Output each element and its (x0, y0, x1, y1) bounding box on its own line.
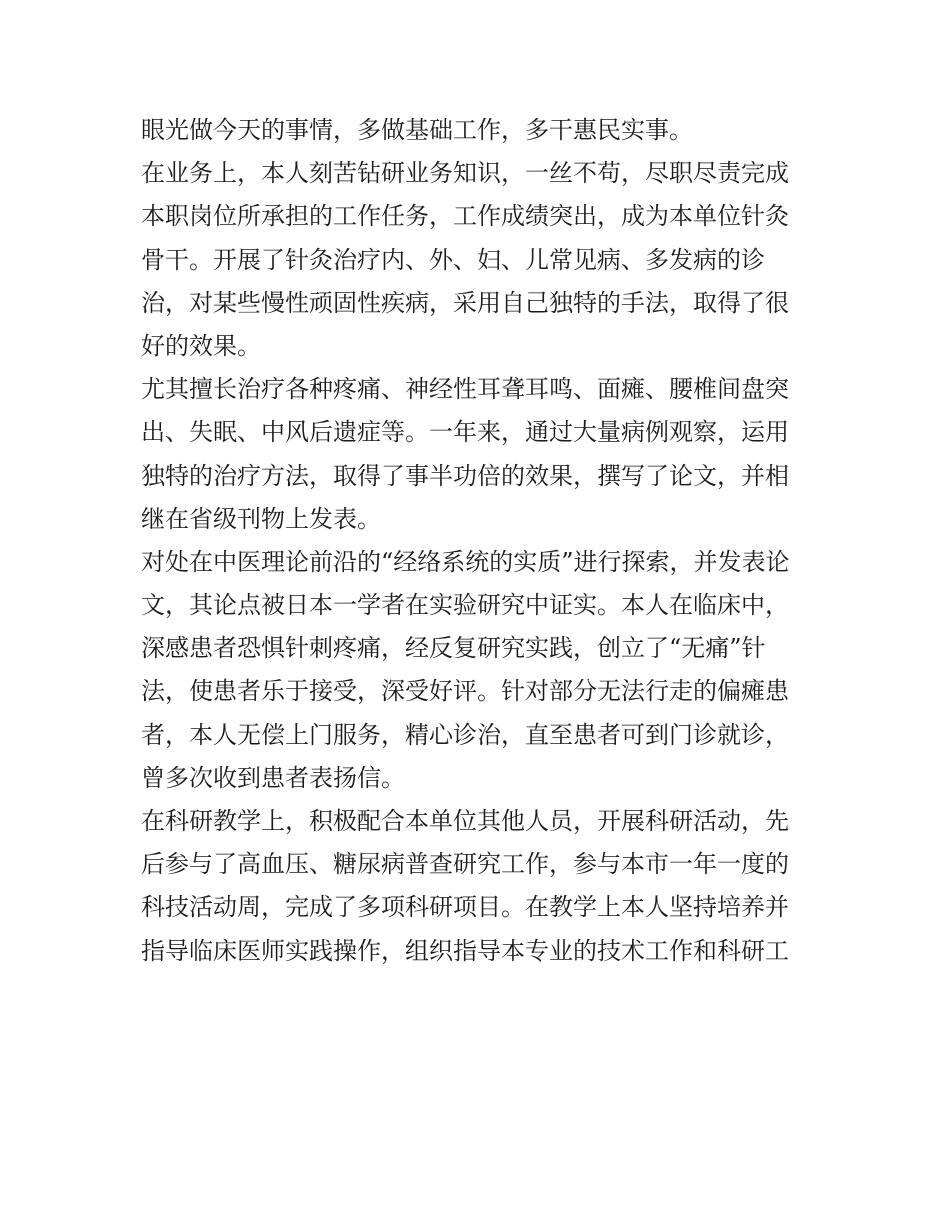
text-line: 曾多次收到患者表扬信。 (141, 763, 405, 792)
text-line: 在科研教学上，积极配合本单位其他人员，开展科研活动，先 (141, 807, 789, 835)
text-line: 者，本人无偿上门服务，精心诊治，直至患者可到门诊就诊， (141, 720, 789, 749)
text-line: 文，其论点被日本一学者在实验研究中证实。本人在临床中， (141, 591, 789, 620)
text-line: 本职岗位所承担的工作任务，工作成绩突出，成为本单位针灸 (141, 202, 789, 231)
text-line: 眼光做今天的事情，多做基础工作，多干惠民实事。 (141, 116, 693, 144)
text-line: 指导临床医师实践操作，组织指导本专业的技术工作和科研工 (141, 936, 789, 965)
body-text (141, 109, 821, 973)
text-line: 继在省级刊物上发表。 (141, 504, 381, 533)
text-line: 出、失眠、中风后遗症等。一年来，通过大量病例观察，运用 (141, 418, 789, 447)
text-line: 独特的治疗方法，取得了事半功倍的效果，撰写了论文，并相 (141, 461, 789, 490)
text-line: 对处在中医理论前沿的“经络系统的实质”进行探索，并发表论 (141, 547, 790, 576)
text-line: 后参与了高血压、糖尿病普查研究工作，参与本市一年一度的 (141, 850, 789, 879)
text-line: 尤其擅长治疗各种疼痛、神经性耳聋耳鸣、面瘫、腰椎间盘突 (141, 375, 789, 404)
text-line: 治，对某些慢性顽固性疾病，采用自己独特的手法，取得了很 (141, 288, 789, 317)
text-line: 骨干。开展了针灸治疗内、外、妇、儿常见病、多发病的诊 (141, 245, 765, 274)
text-line: 科技活动周，完成了多项科研项目。在教学上本人坚持培养并 (141, 893, 789, 922)
text-line: 法，使患者乐于接受，深受好评。针对部分无法行走的偏瘫患 (141, 677, 789, 706)
text-line: 深感患者恐惧针刺疼痛，经反复研究实践，创立了“无痛”针 (141, 634, 766, 663)
text-line: 在业务上，本人刻苦钻研业务知识，一丝不苟，尽职尽责完成 (141, 159, 789, 188)
text-line: 好的效果。 (141, 331, 261, 360)
